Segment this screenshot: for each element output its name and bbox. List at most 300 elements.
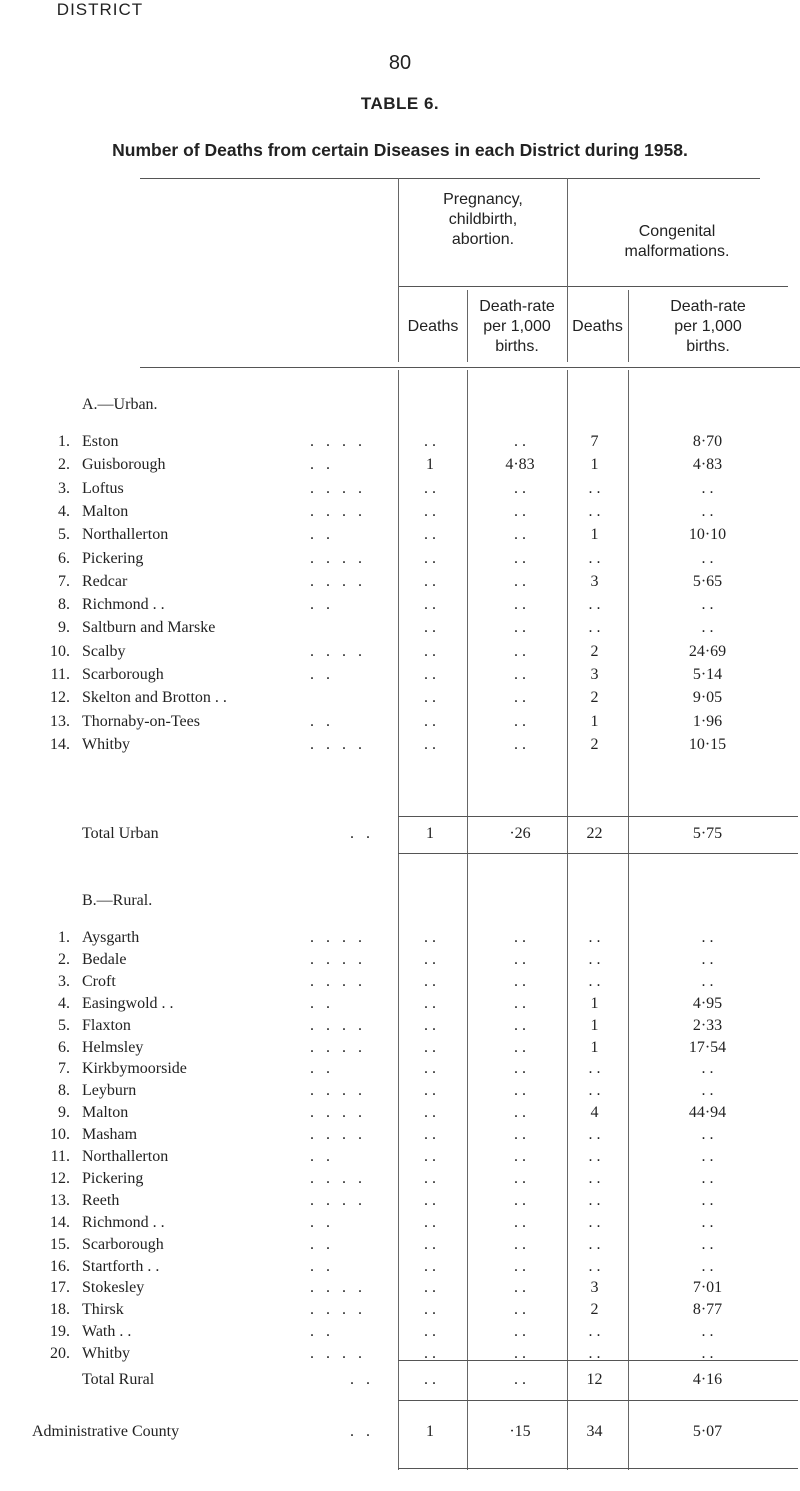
district-number: 14.	[50, 1213, 70, 1231]
county-total-row	[0, 1422, 800, 1442]
pregnancy-deaths: . .	[424, 572, 436, 590]
district-row	[0, 502, 800, 522]
county-total-leader: . .	[350, 1423, 374, 1440]
pregnancy-deaths: . .	[424, 1082, 436, 1100]
congenital-deaths: . .	[588, 972, 601, 990]
dot-leader: . .	[310, 1257, 334, 1275]
congenital-deaths: 2	[590, 689, 599, 707]
congenital-deaths: . .	[588, 1213, 601, 1231]
district-number: 6.	[58, 1038, 70, 1056]
dot-leader: . .	[310, 526, 334, 544]
col-header-rate-1-line-2: per 1,000	[483, 318, 551, 335]
district-row	[0, 950, 800, 970]
congenital-death-rate: . .	[701, 1082, 714, 1100]
dot-leader: . . . .	[310, 1038, 366, 1056]
district-number: 5.	[58, 526, 70, 544]
pregnancy-deaths: . .	[424, 689, 436, 707]
district-name: Richmond . .	[82, 596, 165, 614]
col-header-rate-2	[628, 297, 788, 357]
congenital-deaths: . .	[588, 619, 601, 637]
district-name: Scarborough	[82, 1235, 164, 1253]
urban-total-deaths-1: 1	[426, 825, 434, 842]
district-number: 11.	[50, 666, 70, 683]
congenital-death-rate: . .	[701, 1126, 714, 1144]
congenital-deaths: . .	[588, 479, 601, 497]
pregnancy-death-rate: . .	[514, 1279, 526, 1297]
district-number: 7.	[58, 572, 70, 590]
district-row	[0, 618, 800, 638]
pregnancy-deaths: . .	[424, 1038, 436, 1056]
district-name: Easingwold . .	[82, 994, 174, 1012]
congenital-death-rate: 8·70	[692, 433, 723, 450]
pregnancy-death-rate: . .	[514, 1191, 526, 1209]
congenital-death-rate: 5·65	[692, 572, 723, 590]
district-number: 16.	[50, 1257, 70, 1275]
district-name: Scalby	[82, 642, 126, 660]
congenital-death-rate: 4·95	[692, 994, 723, 1012]
district-number: 5.	[58, 1016, 70, 1034]
table-subtitle: Number of Deaths from certain Diseases in each District during 1958.	[112, 140, 688, 160]
pregnancy-deaths: 1	[426, 456, 434, 474]
congenital-death-rate: 10·15	[688, 735, 727, 753]
congenital-death-rate: . .	[701, 1148, 714, 1165]
rural-total-rate-1: . .	[514, 1371, 526, 1388]
pregnancy-deaths: . .	[424, 433, 436, 450]
pregnancy-deaths: . .	[424, 972, 436, 990]
congenital-deaths: . .	[588, 1345, 601, 1363]
district-number: 3.	[58, 479, 70, 497]
dot-leader: . . . .	[310, 1279, 366, 1297]
district-number: 15.	[50, 1235, 70, 1253]
pregnancy-deaths: . .	[424, 502, 436, 520]
pregnancy-deaths: . .	[424, 1104, 436, 1122]
pregnancy-deaths: . .	[424, 1235, 436, 1253]
district-number: 13.	[50, 712, 70, 730]
dot-leader: . . . .	[310, 1126, 366, 1144]
dot-leader: . .	[310, 1060, 334, 1078]
congenital-death-rate: . .	[701, 1213, 714, 1231]
col-header-rate-2-line-3: births.	[686, 338, 730, 355]
rural-total-leader: . .	[350, 1371, 374, 1388]
district-name: Bedale	[82, 950, 127, 968]
congenital-deaths: 7	[590, 433, 599, 450]
urban-total-deaths-2: 22	[586, 825, 603, 842]
district-number: 9.	[58, 619, 70, 637]
urban-total-rate-1: ·26	[509, 825, 531, 842]
district-number: 17.	[50, 1279, 70, 1297]
pregnancy-deaths: . .	[424, 950, 436, 968]
pregnancy-death-rate: . .	[514, 1104, 526, 1122]
congenital-death-rate: 10·10	[688, 526, 727, 544]
congenital-death-rate: . .	[701, 619, 714, 637]
district-number: 14.	[50, 735, 70, 753]
congenital-deaths: 4	[590, 1104, 599, 1122]
pregnancy-death-rate: . .	[514, 1082, 526, 1100]
pregnancy-deaths: . .	[424, 642, 436, 660]
pregnancy-deaths: . .	[424, 619, 436, 637]
district-number: 2.	[58, 456, 70, 474]
pregnancy-deaths: . .	[424, 994, 436, 1012]
district-number: 12.	[50, 1169, 70, 1187]
district-row	[0, 688, 800, 708]
district-number: 18.	[50, 1301, 70, 1319]
dot-leader: . . . .	[310, 642, 366, 660]
congenital-death-rate: . .	[701, 1323, 714, 1341]
pregnancy-death-rate: . .	[514, 596, 526, 614]
congenital-deaths: . .	[588, 502, 601, 520]
district-name: Stokesley	[82, 1279, 145, 1297]
district-name: Northallerton	[82, 526, 169, 544]
district-row	[0, 1059, 800, 1079]
dot-leader: . .	[310, 666, 334, 683]
rural-total-deaths-1: . .	[424, 1371, 436, 1388]
district-number: 11.	[50, 1148, 70, 1165]
district-row	[0, 1278, 800, 1298]
congenital-deaths: . .	[588, 596, 601, 614]
dot-leader: . . . .	[310, 1082, 366, 1100]
group-header-congenital-line-2: malformations.	[624, 243, 730, 260]
district-row	[0, 735, 800, 755]
table-label: TABLE 6.	[360, 94, 440, 113]
pregnancy-death-rate: 4·83	[505, 456, 535, 474]
col-header-deaths-2: Deaths	[572, 318, 623, 335]
pregnancy-death-rate: . .	[514, 619, 526, 637]
district-name: Leyburn	[82, 1082, 137, 1100]
congenital-deaths: . .	[588, 1191, 601, 1209]
rural-total-deaths-2: 12	[586, 1371, 603, 1388]
congenital-deaths: . .	[588, 1257, 601, 1275]
district-name: Masham	[82, 1126, 138, 1144]
district-name: Skelton and Brotton . .	[82, 689, 227, 707]
district-header: DISTRICT	[56, 0, 144, 19]
district-row	[0, 712, 800, 732]
congenital-death-rate: 9·05	[692, 689, 723, 707]
county-total-deaths-2: 34	[586, 1423, 603, 1440]
district-name: Scarborough	[82, 666, 164, 683]
pregnancy-death-rate: . .	[514, 1060, 526, 1078]
urban-total-bottom-rule	[398, 853, 798, 854]
pregnancy-deaths: . .	[424, 526, 436, 544]
top-rule	[140, 178, 760, 179]
district-name: Wath . .	[82, 1323, 132, 1341]
urban-section-heading: A.—Urban.	[82, 396, 158, 413]
district-number: 7.	[58, 1060, 70, 1078]
pregnancy-death-rate: . .	[514, 502, 526, 520]
district-number: 13.	[50, 1191, 70, 1209]
pregnancy-death-rate: . .	[514, 1016, 526, 1034]
district-row	[0, 595, 800, 615]
pregnancy-deaths: . .	[424, 1279, 436, 1297]
congenital-death-rate: . .	[701, 596, 714, 614]
congenital-death-rate: . .	[701, 549, 714, 567]
congenital-deaths: . .	[588, 1323, 601, 1341]
dot-leader: . . . .	[310, 549, 366, 567]
district-row	[0, 1016, 800, 1036]
county-bottom-rule	[398, 1468, 798, 1469]
district-row	[0, 1257, 800, 1277]
pregnancy-death-rate: . .	[514, 1257, 526, 1275]
congenital-deaths: . .	[588, 1169, 601, 1187]
district-row	[0, 1169, 800, 1189]
district-row	[0, 1081, 800, 1101]
congenital-death-rate: . .	[701, 479, 714, 497]
rural-total-bottom-rule	[398, 1400, 798, 1401]
pregnancy-death-rate: . .	[514, 1148, 526, 1165]
congenital-death-rate: 1·96	[692, 712, 723, 730]
pregnancy-death-rate: . .	[514, 1345, 526, 1363]
district-name: Redcar	[82, 572, 128, 590]
pregnancy-death-rate: . .	[514, 929, 526, 946]
pregnancy-deaths: . .	[424, 1257, 436, 1275]
urban-total-rate-2: 5·75	[692, 825, 723, 842]
dot-leader: . .	[310, 994, 334, 1012]
district-row	[0, 479, 800, 499]
district-number: 10.	[50, 1126, 70, 1144]
congenital-deaths: . .	[588, 950, 601, 968]
dot-leader: . . . .	[310, 479, 366, 497]
congenital-death-rate: 8·77	[692, 1301, 723, 1319]
county-total-rate-1: ·15	[509, 1423, 531, 1440]
district-name: Malton	[82, 502, 129, 520]
district-number: 9.	[58, 1104, 70, 1122]
congenital-deaths: 3	[590, 1279, 599, 1297]
district-row	[0, 972, 800, 992]
congenital-death-rate: . .	[701, 502, 714, 520]
col-header-rate-1	[467, 297, 567, 357]
district-number: 4.	[58, 994, 70, 1012]
district-row	[0, 525, 800, 545]
district-number: 10.	[50, 642, 70, 660]
congenital-deaths: . .	[588, 1082, 601, 1100]
dot-leader: . . . .	[310, 1301, 366, 1319]
congenital-death-rate: 24·69	[688, 642, 727, 660]
pregnancy-death-rate: . .	[514, 994, 526, 1012]
county-total-label: Administrative County	[32, 1423, 180, 1440]
dot-leader: . . . .	[310, 1104, 366, 1122]
pregnancy-deaths: . .	[424, 1016, 436, 1034]
group-header-pregnancy-line-1: Pregnancy,	[443, 191, 523, 208]
col-header-deaths-1: Deaths	[407, 318, 459, 335]
district-row	[0, 1300, 800, 1320]
district-number: 4.	[58, 502, 70, 520]
dot-leader: . . . .	[310, 735, 366, 753]
district-row	[0, 1322, 800, 1342]
group-header-pregnancy-line-2: childbirth,	[448, 211, 518, 228]
congenital-deaths: 1	[590, 456, 599, 474]
congenital-deaths: . .	[588, 549, 601, 567]
pregnancy-deaths: . .	[424, 735, 436, 753]
county-total-deaths-1: 1	[426, 1423, 434, 1440]
district-number: 1.	[58, 433, 70, 450]
dot-leader: . . . .	[310, 1169, 366, 1187]
pregnancy-deaths: . .	[424, 596, 436, 614]
congenital-deaths: 1	[590, 1016, 599, 1034]
district-name: Kirkbymoorside	[82, 1060, 187, 1078]
pregnancy-deaths: . .	[424, 1345, 436, 1363]
urban-total-label: Total Urban	[82, 825, 159, 842]
dot-leader: . .	[310, 456, 334, 474]
congenital-death-rate: . .	[701, 1257, 714, 1275]
congenital-deaths: . .	[588, 1235, 601, 1253]
district-row	[0, 1103, 800, 1123]
district-row	[0, 549, 800, 569]
pregnancy-death-rate: . .	[514, 642, 526, 660]
pregnancy-deaths: . .	[424, 1060, 436, 1078]
dot-leader: . . . .	[310, 1345, 366, 1363]
congenital-deaths: 2	[590, 735, 599, 753]
rural-total-label: Total Rural	[82, 1371, 155, 1388]
dot-leader: . . . .	[310, 972, 366, 990]
district-row	[0, 994, 800, 1014]
dot-leader: . . . .	[310, 572, 366, 590]
congenital-death-rate: 17·54	[688, 1038, 727, 1056]
pregnancy-death-rate: . .	[514, 1323, 526, 1341]
district-name: Thornaby-on-Tees	[82, 712, 200, 730]
district-number: 8.	[58, 596, 70, 614]
pregnancy-deaths: . .	[424, 549, 436, 567]
dot-leader: . . . .	[310, 433, 366, 450]
pregnancy-death-rate: . .	[514, 689, 526, 707]
district-number: 19.	[50, 1323, 70, 1341]
pregnancy-deaths: . .	[424, 1213, 436, 1231]
pregnancy-deaths: . .	[424, 1148, 436, 1165]
congenital-death-rate: . .	[701, 1060, 714, 1078]
congenital-deaths: . .	[588, 929, 601, 946]
district-name: Thirsk	[82, 1301, 124, 1319]
congenital-death-rate: 4·83	[692, 456, 723, 474]
district-name: Whitby	[82, 1345, 130, 1363]
pregnancy-death-rate: . .	[514, 1126, 526, 1144]
pregnancy-death-rate: . .	[514, 479, 526, 497]
congenital-death-rate: 44·94	[688, 1104, 727, 1122]
pregnancy-deaths: . .	[424, 929, 436, 946]
congenital-deaths: 1	[590, 526, 599, 544]
district-row	[0, 1147, 800, 1167]
congenital-deaths: 1	[590, 1038, 599, 1056]
congenital-deaths: . .	[588, 1148, 601, 1165]
congenital-death-rate: . .	[701, 1235, 714, 1253]
congenital-deaths: . .	[588, 1126, 601, 1144]
dot-leader: . . . .	[310, 502, 366, 520]
dot-leader: . .	[310, 596, 334, 614]
rural-total-rate-2: 4·16	[692, 1371, 723, 1388]
dot-leader: . .	[310, 1213, 334, 1231]
district-name: Whitby	[82, 735, 130, 753]
group-header-pregnancy-line-3: abortion.	[451, 231, 515, 248]
dot-leader: . . . .	[310, 1016, 366, 1034]
district-name: Saltburn and Marske	[82, 619, 216, 637]
district-row	[0, 1344, 800, 1364]
col-header-rate-1-line-3: births.	[495, 338, 539, 355]
urban-total-row	[0, 824, 800, 844]
district-number: 20.	[50, 1345, 70, 1363]
pregnancy-deaths: . .	[424, 1169, 436, 1187]
pregnancy-deaths: . .	[424, 1301, 436, 1319]
district-name: Loftus	[82, 479, 124, 497]
county-total-rate-2: 5·07	[692, 1423, 723, 1440]
rural-total-row	[0, 1370, 800, 1390]
district-row	[0, 642, 800, 662]
district-number: 1.	[58, 929, 70, 946]
district-number: 8.	[58, 1082, 70, 1100]
pregnancy-death-rate: . .	[514, 549, 526, 567]
congenital-death-rate: 2·33	[692, 1016, 723, 1034]
subheader-rule	[398, 286, 788, 287]
group-header-pregnancy	[398, 190, 568, 250]
district-row	[0, 572, 800, 592]
congenital-death-rate: . .	[701, 1169, 714, 1187]
congenital-death-rate: 7·01	[692, 1279, 723, 1297]
district-name: Reeth	[82, 1191, 120, 1209]
dot-leader: . .	[310, 1235, 334, 1253]
page-number: 80	[388, 52, 412, 74]
district-row	[0, 1213, 800, 1233]
congenital-death-rate: . .	[701, 1191, 714, 1209]
congenital-death-rate: . .	[701, 929, 714, 946]
group-header-congenital-line-1: Congenital	[638, 223, 716, 240]
pregnancy-deaths: . .	[424, 666, 436, 683]
district-name: Pickering	[82, 549, 144, 567]
district-row	[0, 665, 800, 685]
urban-total-top-rule	[398, 816, 798, 817]
congenital-death-rate: . .	[701, 950, 714, 968]
urban-total-leader: . .	[350, 825, 374, 842]
pregnancy-deaths: . .	[424, 1323, 436, 1341]
dot-leader: . .	[310, 1148, 334, 1165]
congenital-deaths: 1	[590, 712, 599, 730]
group-header-congenital	[567, 222, 787, 262]
col-header-rate-1-line-1: Death-rate	[479, 298, 555, 315]
pregnancy-deaths: . .	[424, 712, 436, 730]
dot-leader: . . . .	[310, 1191, 366, 1209]
district-row	[0, 455, 800, 475]
pregnancy-death-rate: . .	[514, 433, 526, 450]
district-row	[0, 1191, 800, 1211]
congenital-death-rate: . .	[701, 1345, 714, 1363]
district-number: 6.	[58, 549, 70, 567]
header-bottom-rule	[140, 367, 800, 368]
district-name: Pickering	[82, 1169, 144, 1187]
district-name: Startforth . .	[82, 1257, 160, 1275]
district-number: 12.	[50, 689, 70, 707]
dot-leader: . . . .	[310, 929, 366, 946]
district-name: Eston	[82, 433, 119, 450]
congenital-death-rate: . .	[701, 972, 714, 990]
district-name: Richmond . .	[82, 1213, 165, 1231]
district-name: Northallerton	[82, 1148, 169, 1165]
dot-leader: . .	[310, 1323, 334, 1341]
congenital-deaths: 3	[590, 666, 599, 683]
district-number: 3.	[58, 972, 70, 990]
pregnancy-death-rate: . .	[514, 572, 526, 590]
pregnancy-death-rate: . .	[514, 950, 526, 968]
district-row	[0, 1125, 800, 1145]
district-row	[0, 1038, 800, 1058]
congenital-deaths: 2	[590, 1301, 599, 1319]
congenital-death-rate: 5·14	[692, 666, 723, 683]
district-name: Guisborough	[82, 456, 166, 474]
pregnancy-death-rate: . .	[514, 712, 526, 730]
col-header-rate-2-line-1: Death-rate	[670, 298, 746, 315]
congenital-deaths: 1	[590, 994, 599, 1012]
district-name: Aysgarth	[82, 929, 140, 946]
pregnancy-death-rate: . .	[514, 1213, 526, 1231]
district-name: Croft	[82, 972, 116, 990]
pregnancy-deaths: . .	[424, 479, 436, 497]
pregnancy-death-rate: . .	[514, 1235, 526, 1253]
pregnancy-deaths: . .	[424, 1126, 436, 1144]
district-number: 2.	[58, 950, 70, 968]
